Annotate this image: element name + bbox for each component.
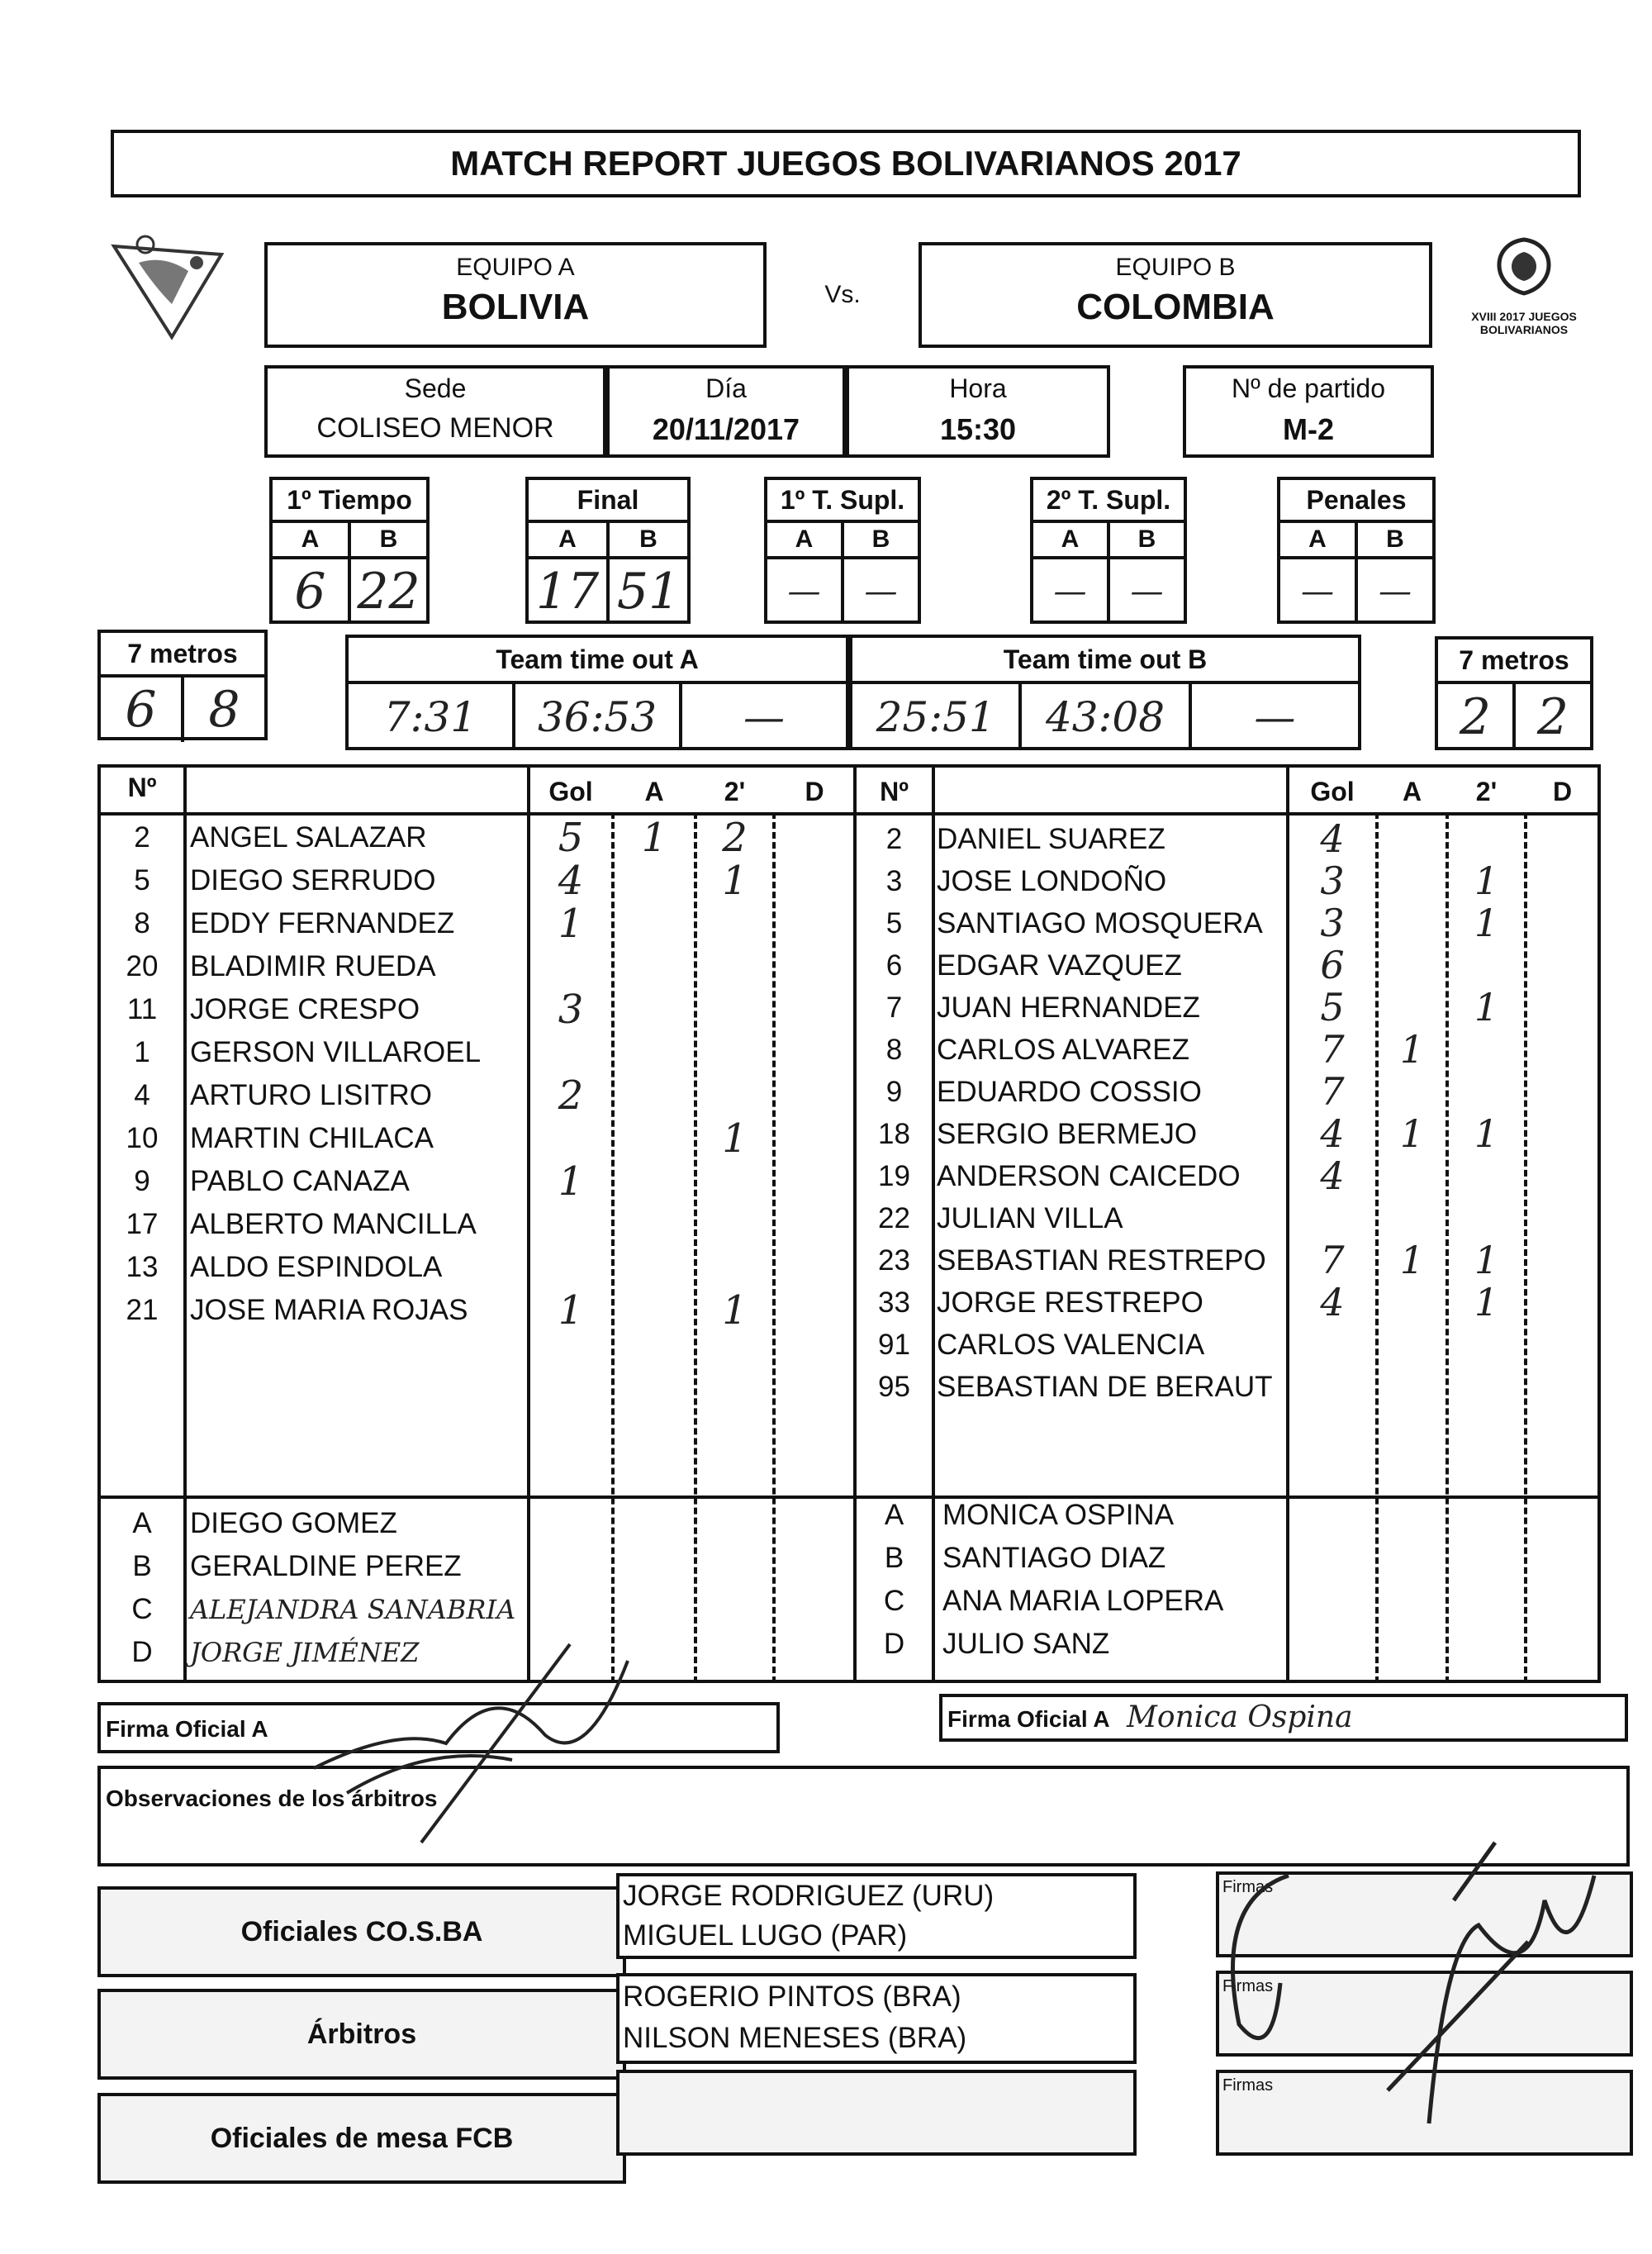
period-label: 1º Tiempo xyxy=(273,480,426,523)
player-name: SERGIO BERMEJO xyxy=(937,1118,1198,1150)
header-no-a: Nº xyxy=(127,773,157,802)
player-two: 1 xyxy=(1474,985,1499,1030)
signature-scribble-firmas xyxy=(1181,1776,1611,2148)
table-row xyxy=(857,902,1600,944)
table-row xyxy=(101,988,857,1031)
official-code: B xyxy=(132,1550,152,1582)
table-row xyxy=(101,859,857,902)
seven-m-b-goals: 2 xyxy=(1438,684,1516,750)
team-a-box xyxy=(264,242,767,348)
firma-oficial-b-box xyxy=(939,1694,1628,1742)
player-name: CARLOS ALVAREZ xyxy=(937,1034,1190,1066)
official-row xyxy=(857,1494,1282,1537)
partido-value: M-2 xyxy=(1283,412,1334,446)
firma-oficial-a-label: Firma Oficial A xyxy=(106,1716,268,1742)
official-name: DIEGO GOMEZ xyxy=(190,1507,397,1539)
player-gol: 4 xyxy=(1320,1280,1345,1324)
player-no: 2 xyxy=(134,821,150,854)
table-row xyxy=(857,944,1600,987)
cosba-name-2: MIGUEL LUGO (PAR) xyxy=(623,1919,908,1952)
player-two: 1 xyxy=(722,858,748,904)
player-gol: 1 xyxy=(558,1287,584,1334)
official-row xyxy=(101,1545,522,1588)
cosba-name-1: JORGE RODRIGUEZ (URU) xyxy=(623,1880,995,1912)
player-no: 9 xyxy=(134,1165,150,1197)
player-name: EDDY FERNANDEZ xyxy=(190,907,455,939)
firma-oficial-b-value: Monica Ospina xyxy=(1127,1700,1353,1734)
official-row xyxy=(857,1537,1282,1580)
table-row xyxy=(101,1160,857,1203)
table-row xyxy=(857,818,1600,860)
table-row xyxy=(857,1282,1600,1324)
player-no: 17 xyxy=(126,1208,159,1240)
hora-value: 15:30 xyxy=(939,412,1017,446)
score-b: — xyxy=(864,573,898,611)
firmas-label: Firmas xyxy=(1222,1878,1274,1896)
partido-box xyxy=(1183,365,1434,458)
player-gol: 7 xyxy=(1320,1238,1345,1282)
player-name: CARLOS VALENCIA xyxy=(937,1329,1205,1361)
score-b: 22 xyxy=(357,563,420,621)
timeout-a-1: 7:31 xyxy=(349,684,515,750)
header-gol-b: Gol xyxy=(1310,777,1355,806)
cosba-label: Oficiales CO.S.BA xyxy=(240,1916,483,1947)
player-no: 5 xyxy=(885,907,903,939)
handball-logo-icon xyxy=(106,230,230,345)
player-name: DANIEL SUAREZ xyxy=(937,823,1165,855)
table-row xyxy=(857,1029,1600,1071)
player-gol: 1 xyxy=(558,1158,584,1205)
period-label: Penales xyxy=(1280,480,1432,523)
arbitros-names-box xyxy=(616,1973,1137,2064)
player-gol: 6 xyxy=(1320,943,1345,987)
player-name: JOSE LONDOÑO xyxy=(937,865,1167,897)
observaciones-label: Observaciones de los árbitros xyxy=(106,1786,438,1811)
seven-m-a-attempts: 8 xyxy=(208,681,240,739)
table-row xyxy=(101,816,857,859)
games-logo xyxy=(1466,235,1582,351)
player-two: 1 xyxy=(1474,1111,1499,1156)
arbitros-label-box xyxy=(97,1989,626,2080)
player-no: 33 xyxy=(878,1286,910,1319)
timeout-a-3: — xyxy=(743,693,785,741)
player-gol: 3 xyxy=(1320,901,1345,945)
mesa-names-box xyxy=(616,2070,1137,2156)
player-no: 8 xyxy=(885,1034,903,1066)
player-name: DIEGO SERRUDO xyxy=(190,864,436,896)
score-b: 51 xyxy=(616,563,681,621)
player-no: 13 xyxy=(126,1251,159,1283)
seven-m-b-attempts: 2 xyxy=(1536,688,1569,746)
player-no: 91 xyxy=(878,1329,910,1361)
player-a: 1 xyxy=(1399,1238,1425,1282)
col-a: A xyxy=(767,523,844,556)
player-two: 2 xyxy=(722,815,748,861)
sede-label: Sede xyxy=(404,373,467,403)
player-name: EDGAR VAZQUEZ xyxy=(937,949,1182,982)
player-gol: 4 xyxy=(1320,1111,1345,1156)
arbitro-name-1: ROGERIO PINTOS (BRA) xyxy=(623,1981,961,2013)
score-a: 6 xyxy=(273,559,351,624)
score-a: — xyxy=(767,559,844,624)
player-no: 20 xyxy=(126,950,159,982)
player-no: 5 xyxy=(134,864,150,896)
header-a-a: A xyxy=(644,777,664,806)
official-code: C xyxy=(131,1593,153,1625)
player-no: 2 xyxy=(885,823,903,855)
table-row xyxy=(101,1203,857,1246)
player-name: JORGE RESTREPO xyxy=(937,1286,1203,1319)
team-b-name: COLOMBIA xyxy=(1076,287,1275,327)
player-gol: 4 xyxy=(1320,816,1345,861)
seven-m-a-goals: 6 xyxy=(101,678,184,742)
table-row xyxy=(857,1239,1600,1282)
player-name: ALDO ESPINDOLA xyxy=(190,1251,443,1283)
timeout-b-2: 43:08 xyxy=(1022,684,1191,750)
table-row xyxy=(101,1074,857,1117)
official-code: A xyxy=(884,1499,904,1531)
team-a-name: BOLIVIA xyxy=(441,287,590,327)
team-b-officials xyxy=(857,1494,1282,1666)
player-gol: 4 xyxy=(558,858,584,904)
official-row xyxy=(101,1588,522,1631)
player-gol: 2 xyxy=(558,1072,584,1119)
dia-label: Día xyxy=(705,373,747,403)
player-no: 95 xyxy=(878,1371,910,1403)
seven-m-label: 7 metros xyxy=(1438,640,1590,684)
player-no: 23 xyxy=(878,1244,910,1277)
team-b-players xyxy=(857,818,1600,1408)
official-name: JULIO SANZ xyxy=(942,1628,1110,1660)
official-row xyxy=(101,1502,522,1545)
partido-label: Nº de partido xyxy=(1231,373,1385,403)
player-name: SEBASTIAN RESTREPO xyxy=(937,1244,1266,1277)
player-no: 6 xyxy=(885,949,903,982)
arbitros-label: Árbitros xyxy=(306,2019,417,2050)
player-name: EDUARDO COSSIO xyxy=(937,1076,1202,1108)
table-row xyxy=(857,1113,1600,1155)
timeout-b-label: Team time out B xyxy=(852,638,1358,684)
score-a: 17 xyxy=(529,559,610,624)
official-name: SANTIAGO DIAZ xyxy=(942,1542,1166,1574)
col-a: A xyxy=(273,523,351,556)
table-row xyxy=(101,1117,857,1160)
table-row xyxy=(101,945,857,988)
arbitro-name-2: NILSON MENESES (BRA) xyxy=(623,2022,967,2054)
seven-m-a-box xyxy=(97,630,268,740)
timeout-b-box xyxy=(849,635,1361,750)
hora-label: Hora xyxy=(949,373,1007,403)
cosba-names-box xyxy=(616,1873,1137,1959)
firma-oficial-b-label: Firma Oficial A xyxy=(947,1706,1110,1732)
player-no: 18 xyxy=(878,1118,910,1150)
score-a: — xyxy=(1033,559,1110,624)
hora-box xyxy=(846,365,1110,458)
table-row xyxy=(857,1197,1600,1239)
official-row xyxy=(857,1580,1282,1623)
player-name: JORGE CRESPO xyxy=(190,993,420,1025)
table-row xyxy=(101,902,857,945)
sede-box xyxy=(264,365,606,458)
table-row xyxy=(857,987,1600,1029)
table-row xyxy=(101,1246,857,1289)
player-gol: 7 xyxy=(1320,1069,1345,1114)
table-row xyxy=(857,1324,1600,1366)
player-gol: 4 xyxy=(1320,1153,1345,1198)
team-b-box xyxy=(919,242,1432,348)
report-title: MATCH REPORT JUEGOS BOLIVARIANOS 2017 xyxy=(450,144,1241,183)
player-name: JULIAN VILLA xyxy=(937,1202,1123,1234)
player-no: 9 xyxy=(885,1076,903,1108)
firmas-label: Firmas xyxy=(1222,1977,1274,1995)
official-name: GERALDINE PEREZ xyxy=(190,1550,462,1582)
firmas-label: Firmas xyxy=(1222,2076,1274,2095)
score-b: — xyxy=(1379,573,1412,611)
player-a: 1 xyxy=(1399,1027,1425,1072)
player-two: 1 xyxy=(722,1115,748,1162)
player-a: 1 xyxy=(1399,1111,1425,1156)
table-row xyxy=(857,1071,1600,1113)
player-two: 1 xyxy=(1474,1238,1499,1282)
period-box-1 xyxy=(269,477,430,624)
header-gol-a: Gol xyxy=(548,777,593,806)
official-name: JORGE JIMÉNEZ xyxy=(190,1637,420,1668)
vs-label: Vs. xyxy=(824,281,861,308)
player-name: JOSE MARIA ROJAS xyxy=(190,1294,468,1326)
table-row xyxy=(857,1155,1600,1197)
player-name: PABLO CANAZA xyxy=(190,1165,410,1197)
player-two: 1 xyxy=(1474,901,1499,945)
player-a: 1 xyxy=(641,815,667,861)
player-two: 1 xyxy=(1474,858,1499,903)
sede-value: COLISEO MENOR xyxy=(316,412,554,444)
timeout-a-label: Team time out A xyxy=(349,638,846,684)
signature-scribble-a xyxy=(297,1628,644,1859)
player-no: 22 xyxy=(878,1202,910,1234)
col-a: A xyxy=(1280,523,1358,556)
official-name: MONICA OSPINA xyxy=(942,1499,1175,1531)
player-gol: 3 xyxy=(558,987,584,1033)
games-emblem-icon xyxy=(1474,235,1574,310)
player-name: SEBASTIAN DE BERAUT xyxy=(937,1371,1273,1403)
mesa-label-box xyxy=(97,2093,626,2184)
score-b: — xyxy=(1130,573,1164,611)
col-a: A xyxy=(1033,523,1110,556)
player-no: 11 xyxy=(126,993,158,1025)
col-b: B xyxy=(639,525,657,553)
header-d-a: D xyxy=(805,777,824,806)
score-a: — xyxy=(1280,559,1358,624)
player-two: 1 xyxy=(1474,1280,1499,1324)
report-title-box xyxy=(111,130,1581,197)
timeout-a-2: 36:53 xyxy=(515,684,682,750)
player-no: 3 xyxy=(885,865,903,897)
player-name: GERSON VILLAROEL xyxy=(190,1036,482,1068)
official-row xyxy=(857,1623,1282,1666)
player-gol: 5 xyxy=(558,815,584,861)
player-name: MARTIN CHILACA xyxy=(190,1122,434,1154)
header-d-b: D xyxy=(1552,777,1573,806)
games-logo-text: XVIII 2017 JUEGOS BOLIVARIANOS xyxy=(1471,310,1577,336)
player-name: ANGEL SALAZAR xyxy=(190,821,427,854)
team-a-players xyxy=(101,816,857,1332)
player-gol: 3 xyxy=(1320,858,1345,903)
player-name: ALBERTO MANCILLA xyxy=(190,1208,477,1240)
col-b: B xyxy=(1137,525,1156,553)
col-b: B xyxy=(379,525,398,553)
header-no-b: Nº xyxy=(880,777,909,806)
official-name: ALEJANDRA SANABRIA xyxy=(190,1594,516,1625)
col-b: B xyxy=(871,525,890,553)
player-name: JUAN HERNANDEZ xyxy=(937,991,1200,1024)
header-a-b: A xyxy=(1402,777,1422,806)
player-name: SANTIAGO MOSQUERA xyxy=(937,907,1263,939)
mesa-label: Oficiales de mesa FCB xyxy=(210,2123,514,2154)
table-row xyxy=(101,1031,857,1074)
player-gol: 5 xyxy=(1320,985,1345,1030)
official-code: B xyxy=(884,1542,904,1574)
team-b-label: EQUIPO B xyxy=(1115,254,1236,281)
player-no: 7 xyxy=(885,991,903,1024)
seven-m-label: 7 metros xyxy=(101,633,264,678)
period-box-penales xyxy=(1277,477,1436,624)
dia-value: 20/11/2017 xyxy=(652,412,800,446)
period-box-supl-1 xyxy=(764,477,921,624)
official-name: ANA MARIA LOPERA xyxy=(942,1585,1224,1617)
official-code: D xyxy=(131,1636,153,1668)
timeout-a-box xyxy=(345,635,849,750)
col-a: A xyxy=(529,523,610,556)
header-two-a: 2' xyxy=(724,777,746,806)
player-name: ARTURO LISITRO xyxy=(190,1079,433,1111)
player-name: ANDERSON CAICEDO xyxy=(937,1160,1241,1192)
team-a-label: EQUIPO A xyxy=(456,254,575,281)
table-row xyxy=(857,860,1600,902)
seven-m-b-box xyxy=(1435,636,1593,750)
player-no: 4 xyxy=(134,1079,150,1111)
period-label: 1º T. Supl. xyxy=(767,480,918,523)
official-code: A xyxy=(132,1507,152,1539)
period-box-supl-2 xyxy=(1030,477,1187,624)
period-label: Final xyxy=(529,480,687,523)
period-box-final xyxy=(525,477,691,624)
player-gol: 7 xyxy=(1320,1027,1345,1072)
official-code: D xyxy=(883,1628,905,1660)
dia-box xyxy=(606,365,846,458)
col-b: B xyxy=(1386,525,1404,553)
player-two: 1 xyxy=(722,1287,748,1334)
table-row xyxy=(101,1289,857,1332)
table-row xyxy=(857,1366,1600,1408)
player-no: 8 xyxy=(134,907,150,939)
player-no: 10 xyxy=(126,1122,159,1154)
cosba-label-box xyxy=(97,1886,626,1977)
period-label: 2º T. Supl. xyxy=(1033,480,1184,523)
player-gol: 1 xyxy=(558,901,584,947)
official-code: C xyxy=(883,1585,905,1617)
timeout-b-1: 25:51 xyxy=(852,684,1022,750)
player-name: BLADIMIR RUEDA xyxy=(190,950,436,982)
header-two-b: 2' xyxy=(1475,777,1498,806)
player-no: 1 xyxy=(134,1036,150,1068)
timeout-b-3: — xyxy=(1254,693,1296,741)
player-no: 21 xyxy=(126,1294,159,1326)
player-no: 19 xyxy=(878,1160,910,1192)
